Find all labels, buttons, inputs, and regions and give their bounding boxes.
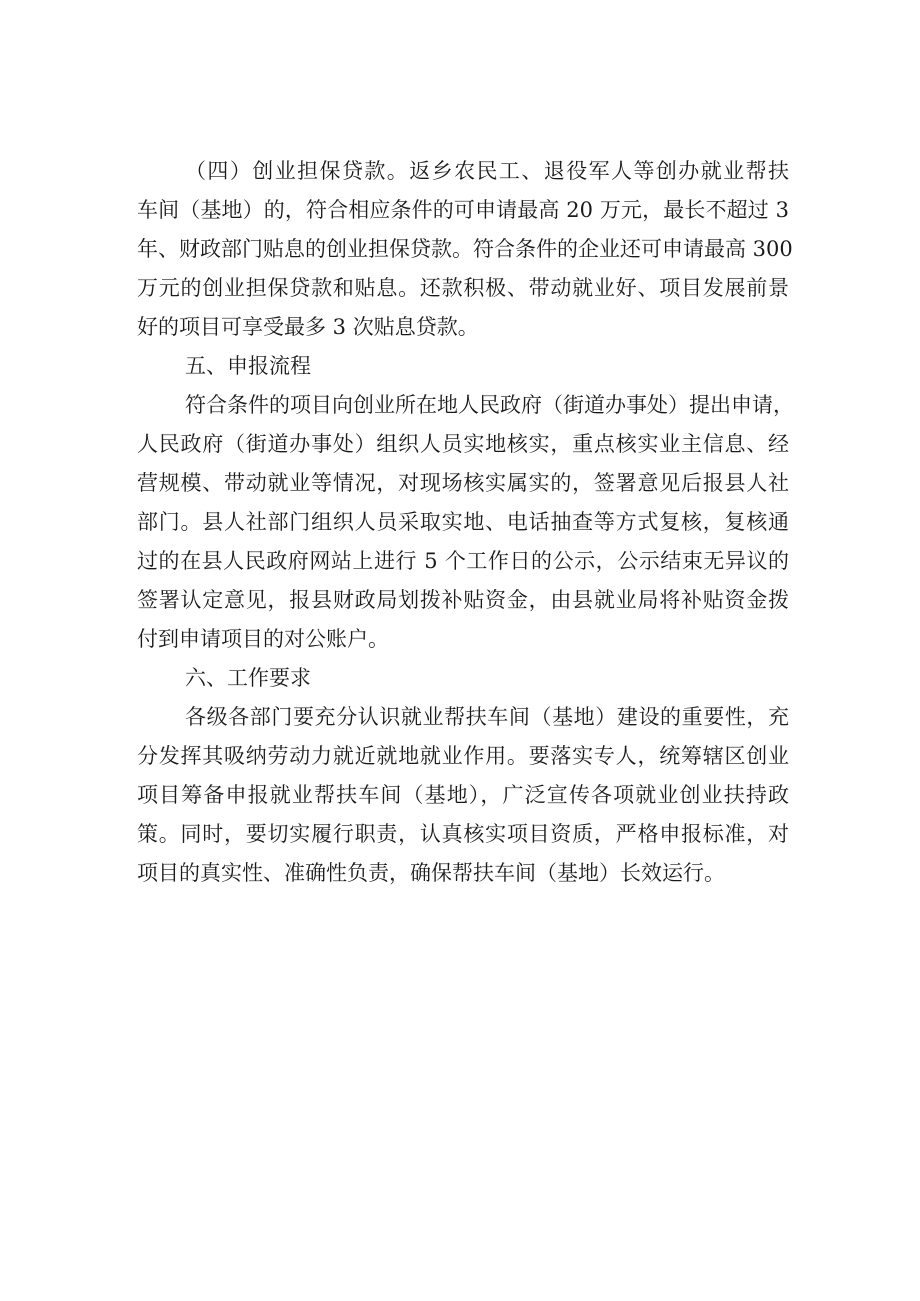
paragraph-line: 年、财政部门贴息的创业担保贷款。符合条件的企业还可申请最高 300: [137, 237, 793, 261]
section-heading-5: 五、申报流程: [185, 354, 311, 378]
paragraph-line: 部门。县人社部门组织人员采取实地、电话抽查等方式复核，复核通: [137, 510, 789, 534]
paragraph-line: 过的在县人民政府网站上进行 5 个工作日的公示，公示结束无异议的: [137, 549, 789, 573]
paragraph-line: 策。同时，要切实履行职责，认真核实项目资质，严格申报标准，对: [137, 822, 789, 846]
paragraph-line: 各级各部门要充分认识就业帮扶车间（基地）建设的重要性，充: [185, 705, 789, 729]
paragraph-section-5: [137, 386, 794, 659]
paragraph-line: 项目的真实性、准确性负责，确保帮扶车间（基地）长效运行。: [137, 861, 725, 885]
paragraph-line: 付到申请项目的对公账户。: [137, 627, 389, 651]
paragraph-line: 好的项目可享受最多 3 次贴息贷款。: [137, 315, 479, 339]
paragraph-line: 人民政府（街道办事处）组织人员实地核实，重点核实业主信息、经: [137, 432, 789, 456]
document-body: [137, 152, 794, 893]
paragraph-line: 分发挥其吸纳劳动力就近就地就业作用。要落实专人，统筹辖区创业: [137, 744, 789, 768]
paragraph-line: 符合条件的项目向创业所在地人民政府（街道办事处）提出申请，: [185, 393, 794, 417]
section-heading-6: 六、工作要求: [185, 666, 311, 690]
paragraph-line: 项目筹备申报就业帮扶车间（基地），广泛宣传各项就业创业扶持政: [137, 783, 789, 807]
paragraph-line: （四）创业担保贷款。返乡农民工、退役军人等创办就业帮扶: [185, 159, 789, 183]
paragraph-line: 万元的创业担保贷款和贴息。还款积极、带动就业好、项目发展前景: [137, 276, 789, 300]
paragraph-section-4: [137, 152, 793, 347]
paragraph-line: 车间（基地）的，符合相应条件的可申请最高 20 万元，最长不超过 3: [137, 198, 789, 222]
paragraph-section-6: [137, 698, 789, 893]
paragraph-line: 营规模、带动就业等情况，对现场核实属实的，签署意见后报县人社: [137, 471, 789, 495]
paragraph-line: 签署认定意见，报县财政局划拨补贴资金，由县就业局将补贴资金拨: [137, 588, 789, 612]
